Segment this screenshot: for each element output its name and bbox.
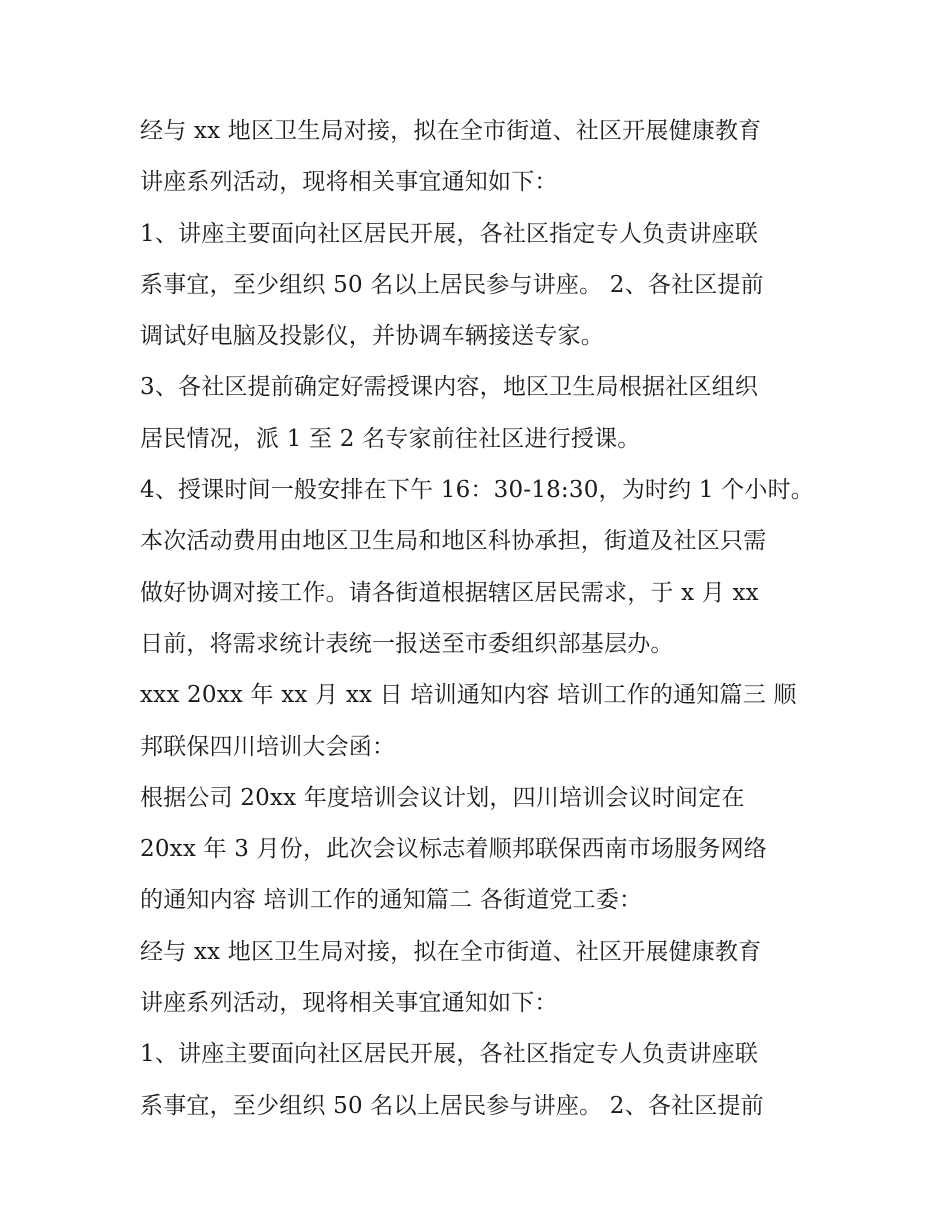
text-line: 经与 xx 地区卫生局对接，拟在全市街道、社区开展健康教育 — [140, 938, 762, 965]
text-line: 日前，将需求统计表统一报送至市委组织部基层办。 — [140, 630, 674, 657]
text-line: 居民情况，派 1 至 2 名专家前往社区进行授课。 — [140, 425, 641, 452]
text-line: 1、讲座主要面向社区居民开展，各社区指定专人负责讲座联 — [140, 1041, 759, 1068]
text-line: 20xx 年 3 月份，此次会议标志着顺邦联保西南市场服务网络 — [140, 836, 767, 863]
text-line: 经与 xx 地区卫生局对接，拟在全市街道、社区开展健康教育 — [140, 118, 762, 144]
text-line: 讲座系列活动，现将相关事宜通知如下： — [140, 169, 558, 196]
text-line: 根据公司 20xx 年度培训会议计划，四川培训会议时间定在 — [140, 784, 745, 811]
text-line: 4、授课时间一般安排在下午 16：30-18:30，为时约 1 个小时。 — [140, 477, 814, 504]
text-line: 的通知内容 培训工作的通知篇二 各街道党工委： — [140, 887, 643, 914]
text-line: 本次活动费用由地区卫生局和地区科协承担，街道及社区只需 — [140, 528, 767, 555]
text-line: xxx 20xx 年 xx 月 xx 日 培训通知内容 培训工作的通知篇三 顺 — [140, 682, 797, 709]
text-line: 讲座系列活动，现将相关事宜通知如下： — [140, 990, 558, 1017]
text-line: 做好协调对接工作。请各街道根据辖区居民需求，于 x 月 xx — [140, 579, 759, 606]
text-line: 3、各社区提前确定好需授课内容，地区卫生局根据社区组织 — [140, 374, 759, 401]
text-line: 系事宜，至少组织 50 名以上居民参与讲座。 2、各社区提前 — [140, 271, 764, 298]
text-line: 邦联保四川培训大会函： — [140, 733, 396, 760]
document-body — [140, 106, 830, 1132]
text-line: 1、讲座主要面向社区居民开展，各社区指定专人负责讲座联 — [140, 220, 759, 247]
text-line: 系事宜，至少组织 50 名以上居民参与讲座。 2、各社区提前 — [140, 1092, 764, 1119]
text-line: 调试好电脑及投影仪，并协调车辆接送专家。 — [140, 323, 604, 350]
